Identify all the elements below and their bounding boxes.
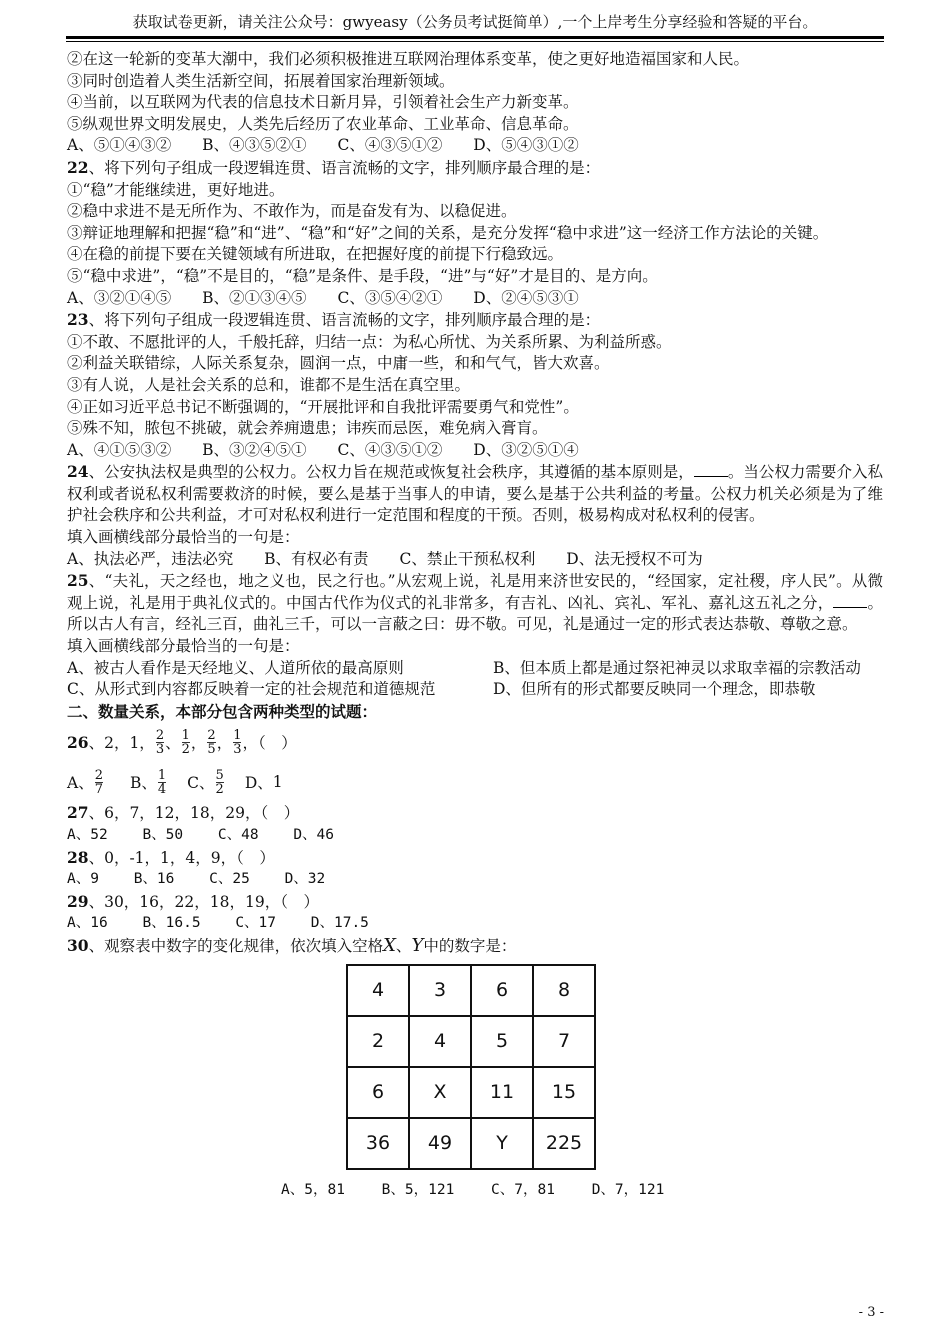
question-text: 、“夫礼，天之经也，地之义也，民之行也。”从宏观上说，礼是用来济世安民的，“经国家，定社稷，序人民”。从微观上说，礼是用于典礼仪式的。中国古代作为仪式的礼非常多，有吉礼、凶礼、宾礼、军礼、嘉礼这五礼之分，	[67, 572, 883, 612]
q25-options-row-2	[67, 679, 883, 701]
list-item: ③同时创造着人类生活新空间，拓展着国家治理新领域。	[67, 71, 455, 90]
option-c: C、③⑤④②①	[337, 288, 443, 307]
list-item: ④正如习近平总书记不断强调的，“开展批评和自我批评需要勇气和党性”。	[67, 397, 579, 416]
fraction	[182, 729, 190, 756]
list-item: ①“稳”才能继续进，更好地进。	[67, 180, 285, 199]
option-d: D、17.5	[310, 915, 369, 932]
q28-options	[67, 869, 883, 891]
question-number: 24	[67, 462, 89, 482]
numerator: 2	[155, 727, 165, 743]
question-number: 27	[67, 803, 89, 823]
q29-options	[67, 913, 883, 935]
denominator: 2	[181, 741, 190, 757]
question-text: 、2，1，	[88, 734, 155, 753]
option-c: C、	[187, 774, 215, 793]
denominator: 4	[157, 781, 167, 797]
table-row	[347, 1016, 595, 1067]
option-b: B、	[129, 774, 157, 793]
option-a: A、5，81	[281, 1181, 345, 1198]
q23-stem	[67, 309, 883, 332]
q21-items	[67, 49, 883, 135]
grid-cell: 3	[409, 965, 471, 1016]
option-b: B、④③⑤②①	[202, 136, 307, 155]
question-prompt: 填入画横线部分最恰当的一句是：	[67, 528, 300, 547]
option-value: 1	[272, 773, 283, 792]
fraction	[233, 729, 241, 756]
variable-y: Y	[411, 934, 424, 956]
page-content	[67, 49, 883, 1199]
question-number: 22	[67, 157, 89, 177]
question-text: 、将下列句子组成一段逻辑连贯、语言流畅的文字，排列顺序最合理的是：	[88, 158, 601, 177]
list-item: ④在稳的前提下要在关键领域有所进取，在把握好度的前提下行稳致远。	[67, 245, 564, 264]
option-a: A、52	[67, 827, 108, 843]
list-item: ⑤殊不知，脓包不挑破，就会养痈遗患；讳疾而忌医，难免病入膏肓。	[67, 419, 548, 438]
list-item: ③辩证地理解和把握“稳”和“进”、“稳”和“好”之间的关系，是充分发挥“稳中求进”这一经济工作方法论的关键。	[67, 223, 829, 242]
option-a: A、③②①④⑤	[67, 288, 172, 307]
question-number: 28	[67, 847, 89, 867]
numerator: 1	[233, 727, 242, 743]
grid-cell: Y	[471, 1118, 533, 1169]
option-a: A、被古人看作是天经地义、人道所依的最高原则	[67, 658, 404, 677]
grid-cell: 6	[471, 965, 533, 1016]
grid-cell: 2	[347, 1016, 409, 1067]
option-c: C、17	[235, 915, 277, 932]
option-b: B、有权必有责	[264, 549, 369, 568]
question-text: 中的数字是：	[423, 936, 517, 955]
option-a: A、	[67, 774, 94, 793]
q21-options	[67, 135, 883, 157]
q24-stem	[67, 461, 883, 527]
q25-stem	[67, 570, 883, 636]
grid-cell: 49	[409, 1118, 471, 1169]
option-c: C、从形式到内容都反映着一定的社会规范和道德规范	[67, 680, 436, 699]
numerator: 2	[207, 727, 216, 743]
separator: 、	[395, 936, 412, 955]
option-a: A、9	[67, 871, 99, 888]
list-item: ②在这一轮新的变革大潮中，我们必须积极推进互联网治理体系变革，使之更好地造福国家和人民。	[67, 50, 750, 68]
page-number: - 3 -	[858, 1305, 884, 1320]
numerator: 1	[181, 727, 190, 743]
grid-cell: 36	[347, 1118, 409, 1169]
denominator: 2	[215, 781, 224, 797]
option-b: B、16.5	[142, 915, 201, 932]
section-title: 二、数量关系，本部分包含两种类型的试题：	[67, 701, 378, 721]
q30-options	[281, 1178, 883, 1199]
question-prompt: 填入画横线部分最恰当的一句是：	[67, 637, 300, 656]
numerator: 1	[157, 767, 167, 783]
question-text: 、30，16，22，18，19，（ ）	[88, 892, 319, 911]
page-header: 获取试卷更新，请关注公众号：gwyeasy（公务员考试挺简单）,一个上岸考生分享经验和答疑的平台。	[132, 13, 818, 31]
number-grid	[346, 964, 596, 1170]
option-d: D、7，121	[591, 1181, 665, 1198]
option-c: C、④③⑤①②	[337, 440, 443, 459]
grid-cell: 11	[471, 1067, 533, 1118]
option-d: D、但所有的形式都要反映同一个理念，即恭敬	[493, 680, 816, 699]
denominator: 5	[207, 741, 216, 757]
option-d: D、⑤④③①②	[473, 136, 579, 155]
q22-stem	[67, 157, 883, 180]
option-d: D、③②⑤①④	[473, 440, 579, 459]
variable-x: X	[383, 934, 396, 956]
option-b: B、③②④⑤①	[202, 440, 307, 459]
q28-stem	[67, 847, 883, 870]
denominator: 3	[155, 741, 165, 757]
q26-stem: 26 、2，1， $\frac{2}{3}$ 、 $\frac{1}{2}$ ， $\frac{2}{5}$ ， $\frac{1}{3}$ ，（ ）	[67, 727, 297, 757]
q29-stem	[67, 891, 883, 914]
fraction	[207, 729, 215, 756]
number-grid-wrapper	[346, 964, 883, 1170]
fraction	[158, 769, 166, 796]
list-item: ④当前，以互联网为代表的信息技术日新月异，引领着社会生产力新变革。	[67, 93, 579, 112]
list-item: ②利益关联错综，人际关系复杂，圆润一点，中庸一些，和和气气，皆大欢喜。	[67, 354, 610, 373]
header-rule-thin	[66, 41, 884, 42]
q27-options	[67, 825, 883, 847]
option-c: C、25	[209, 871, 250, 888]
question-number: 30	[67, 935, 89, 955]
grid-cell: X	[409, 1067, 471, 1118]
q26-options	[67, 762, 883, 802]
question-text: 。当公权力需要介入私权利或者说私权利需要救济的时候，要么是基于当事人的申请，要么是基于公共利益的考量。公权力机关必须是为了维护社会秩序和公共利益，才可对私权利进行一定范围和程度的干预。否则，极易构成对私权利的侵害。	[67, 463, 883, 525]
question-text: 、公安执法权是典型的公权力。公权力旨在规范或恢复社会秩序，其遵循的基本原则是，	[88, 463, 694, 482]
header-rule-thick	[66, 36, 884, 39]
option-d: D、②④⑤③①	[473, 288, 579, 307]
table-row	[347, 1067, 595, 1118]
grid-cell: 5	[471, 1016, 533, 1067]
numerator: 5	[215, 767, 224, 783]
option-a: A、16	[67, 915, 108, 932]
question-text: 、0，-1，1，4，9，（ ）	[88, 848, 275, 867]
fill-blank	[833, 607, 867, 608]
question-number: 23	[67, 310, 89, 330]
grid-cell: 6	[347, 1067, 409, 1118]
option-a: A、④①⑤③②	[67, 440, 172, 459]
question-number: 25	[67, 571, 89, 591]
option-b: B、②①③④⑤	[202, 288, 307, 307]
option-d: D、46	[293, 827, 335, 843]
question-text: ，（ ）	[242, 734, 297, 753]
option-a: A、⑤①④③②	[67, 136, 172, 155]
question-text: 。所以古人有言，经礼三百，曲礼三千，可以一言蔽之曰：毋不敬。可见，礼是通过一定的形式表达恭敬、尊敬之意。	[67, 593, 883, 634]
option-d: D、	[244, 774, 273, 793]
grid-cell: 7	[533, 1016, 595, 1067]
fill-blank	[694, 476, 728, 477]
grid-cell: 8	[533, 965, 595, 1016]
q25-options-row-1	[67, 658, 883, 680]
fraction	[156, 729, 164, 756]
q22-options	[67, 288, 883, 310]
table-row	[347, 965, 595, 1016]
grid-cell: 225	[533, 1118, 595, 1169]
list-item: ⑤纵观世界文明发展史，人类先后经历了农业革命、工业革命、信息革命。	[67, 114, 579, 133]
option-a: A、执法必严，违法必究	[67, 549, 234, 568]
option-d: D、法无授权不可为	[566, 549, 703, 568]
table-row	[347, 1118, 595, 1169]
option-b: B、16	[133, 871, 175, 888]
fraction	[216, 769, 224, 796]
list-item: ②稳中求进不是无所作为、不敢作为，而是奋发有为、以稳促进。	[67, 202, 517, 221]
list-item: ③有人说，人是社会关系的总和，谁都不是生活在真空里。	[67, 375, 471, 394]
question-text: 、6，7，12，18，29，（ ）	[88, 804, 300, 823]
question-number: 26	[67, 732, 89, 752]
option-c: C、7，81	[491, 1181, 555, 1198]
option-b: B、但本质上都是通过祭祀神灵以求取幸福的宗教活动	[493, 658, 861, 677]
list-item: ⑤“稳中求进”，“稳”不是目的，“稳”是条件、是手段，“进”与“好”才是目的、是方向。	[67, 266, 658, 285]
grid-cell: 15	[533, 1067, 595, 1118]
q27-stem	[67, 802, 883, 825]
question-text: 、将下列句子组成一段逻辑连贯、语言流畅的文字，排列顺序最合理的是：	[88, 311, 601, 330]
q30-stem	[67, 935, 883, 958]
numerator: 2	[94, 767, 103, 783]
option-c: C、④③⑤①②	[337, 136, 443, 155]
option-b: B、5，121	[381, 1181, 455, 1198]
fraction	[95, 769, 103, 796]
grid-cell: 4	[409, 1016, 471, 1067]
option-c: C、禁止干预私权利	[399, 549, 536, 568]
denominator: 3	[233, 741, 242, 757]
denominator: 7	[94, 781, 103, 797]
list-item: ①不敢、不愿批评的人，千般托辞，归结一点：为私心所忧、为关系所累、为利益所惑。	[67, 332, 672, 351]
q24-options	[67, 549, 883, 571]
option-b: B、50	[142, 827, 184, 843]
question-number: 29	[67, 891, 89, 911]
question-text: 、观察表中数字的变化规律，依次填入空格	[88, 936, 384, 955]
q23-options	[67, 440, 883, 462]
grid-cell: 4	[347, 965, 409, 1016]
option-c: C、48	[217, 827, 259, 843]
option-d: D、32	[284, 871, 326, 888]
